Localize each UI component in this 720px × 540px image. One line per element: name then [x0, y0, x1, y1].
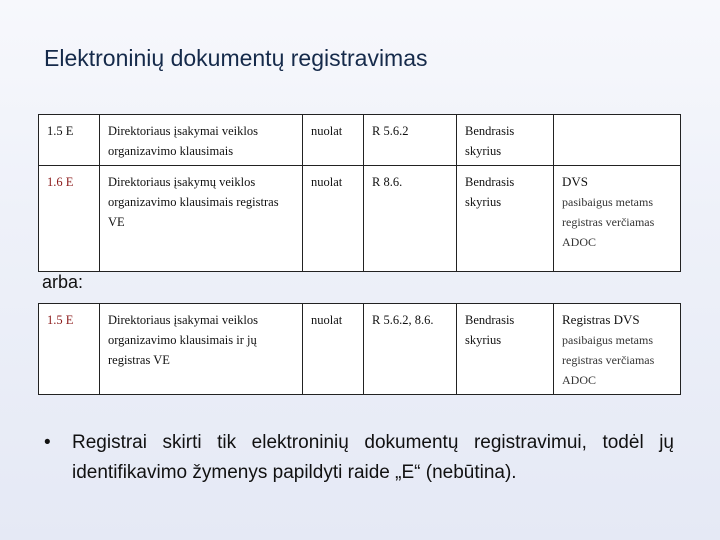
record-unit: Bendrasis skyrius — [457, 304, 554, 395]
record-unit: Bendrasis skyrius — [457, 166, 554, 272]
record-note — [554, 115, 681, 166]
record-note — [554, 304, 681, 395]
record-code: 1.5 E — [39, 304, 100, 395]
note-body: pasibaigus metams registras verčiamas ADOC — [562, 333, 655, 387]
bullet-icon: • — [44, 432, 51, 453]
record-note — [554, 166, 681, 272]
bullet-note — [44, 428, 674, 488]
note-head: DVS — [562, 174, 589, 189]
record-reference: R 5.6.2, 8.6. — [364, 304, 457, 395]
alternative-label: arba: — [42, 272, 84, 292]
page-title: Elektroninių dokumentų registravimas — [44, 45, 428, 71]
record-name: Direktoriaus įsakymai veiklos organizavimo klausimais ir jų registras VE — [100, 304, 303, 395]
record-term: nuolat — [303, 166, 364, 272]
bullet-text: Registrai skirti tik elektroninių dokumentų registravimui, todėl jų identifikavimo žymenys papildyti raide „E“ (nebūtina). — [72, 432, 674, 483]
record-term: nuolat — [303, 115, 364, 166]
record-unit: Bendrasis skyrius — [457, 115, 554, 166]
table-row — [39, 304, 681, 395]
record-name: Direktoriaus įsakymai veiklos organizavimo klausimais — [100, 115, 303, 166]
note-head: Registras DVS — [562, 312, 640, 327]
record-code: 1.5 E — [39, 115, 100, 166]
record-code: 1.6 E — [39, 166, 100, 272]
note-body: pasibaigus metams registras verčiamas ADOC — [562, 195, 655, 249]
table-row — [39, 115, 681, 166]
record-reference: R 8.6. — [364, 166, 457, 272]
record-name: Direktoriaus įsakymų veiklos organizavimo klausimais registras VE — [100, 166, 303, 272]
table-row — [39, 166, 681, 272]
registry-table-1 — [38, 114, 681, 272]
record-reference: R 5.6.2 — [364, 115, 457, 166]
registry-table-2 — [38, 303, 681, 395]
record-term: nuolat — [303, 304, 364, 395]
